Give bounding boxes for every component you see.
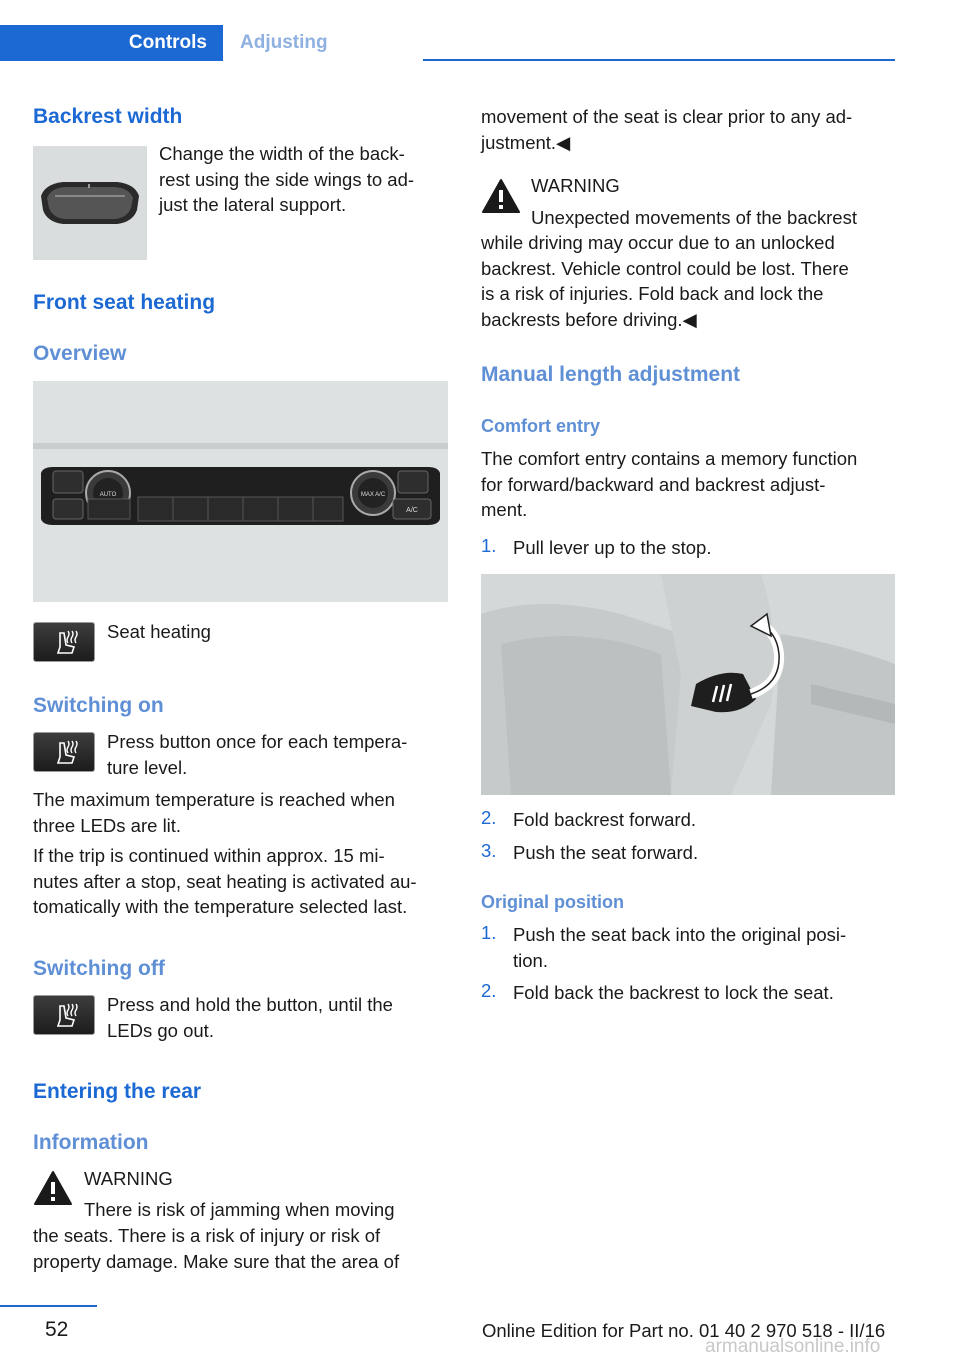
seat-heating-button-icon [33,995,95,1035]
manual-length-heading: Manual length adjustment [481,363,741,386]
switching-on-heading: Switching on [33,694,164,717]
climate-control-panel-image [33,381,448,602]
step-text: Pull lever up to the stop. [513,537,712,558]
switching-on-para1: The maximum temperature is reached when three LEDs are lit. [33,789,395,836]
warning-triangle-icon [481,178,521,214]
continued-text: movement of the seat is clear prior to any ad- justment.◀ [481,106,853,153]
tab-controls[interactable]: Controls [0,25,223,61]
comfort-entry-heading: Comfort entry [481,416,601,436]
header-tabbar [0,25,895,61]
step-number: 1. [481,535,497,556]
panel-label-auto: AUTO [99,492,117,498]
switching-off-heading: Switching off [33,957,165,980]
switching-on-para2: If the trip is continued within approx. 15 mi- nutes after a stop, seat heating is activated au- tomatically with the temperature selected last. [33,845,417,917]
edition-text: Online Edition for Part no. 01 40 2 970 518 - II/16 [482,1320,886,1341]
footer-rule [0,1305,97,1307]
warning-title: WARNING [531,175,620,196]
switching-off-text: Press and hold the button, until the LEDs go out. [107,994,393,1041]
step-text: Push the seat forward. [513,842,699,863]
front-seat-heating-heading: Front seat heating [33,291,216,314]
warning-text-line1: Unexpected movements of the backrest [531,207,857,228]
seat-lever-image [481,574,895,795]
comfort-entry-text: The comfort entry contains a memory function for forward/backward and backrest adjust- ment. [481,448,858,520]
warning-text-line1: There is risk of jamming when moving [84,1199,395,1220]
warning-triangle-icon [33,1170,73,1206]
page-number: 52 [45,1318,69,1341]
seat-heating-button-icon [33,732,95,772]
entering-rear-heading: Entering the rear [33,1080,202,1103]
step-number: 2. [481,807,497,828]
backrest-width-switch-image [33,146,147,260]
step-number: 3. [481,840,497,861]
seat-heating-label: Seat heating [107,621,211,642]
panel-label-max-ac: MAX A/C [360,492,386,498]
information-heading: Information [33,1131,149,1154]
original-position-heading: Original position [481,892,624,912]
warning-title: WARNING [84,1168,173,1189]
warning-text-rest: the seats. There is a risk of injury or risk of property damage. Make sure that the area of [33,1225,400,1272]
watermark: armanualsonline.info [705,1336,881,1357]
step-number: 1. [481,922,497,943]
switching-on-button-text: Press button once for each tempera- ture level. [107,731,408,778]
backrest-width-text: Change the width of the back- rest using the side wings to ad- just the lateral support. [159,143,415,215]
step-number: 2. [481,980,497,1001]
warning-text-rest: while driving may occur due to an unlocked backrest. Vehicle control could be lost. There is a risk of injuries. Fold back and lock the backrests before driving.◀ [481,232,849,330]
overview-heading: Overview [33,342,127,365]
step-text: Fold back the backrest to lock the seat. [513,982,834,1003]
step-text: Fold backrest forward. [513,809,697,830]
panel-label-ac: A/C [406,507,418,514]
tab-adjusting[interactable]: Adjusting [223,25,423,61]
backrest-width-heading: Backrest width [33,105,183,128]
step-text: Push the seat back into the original posi- tion. [513,924,847,971]
seat-heating-button-icon [33,622,95,662]
